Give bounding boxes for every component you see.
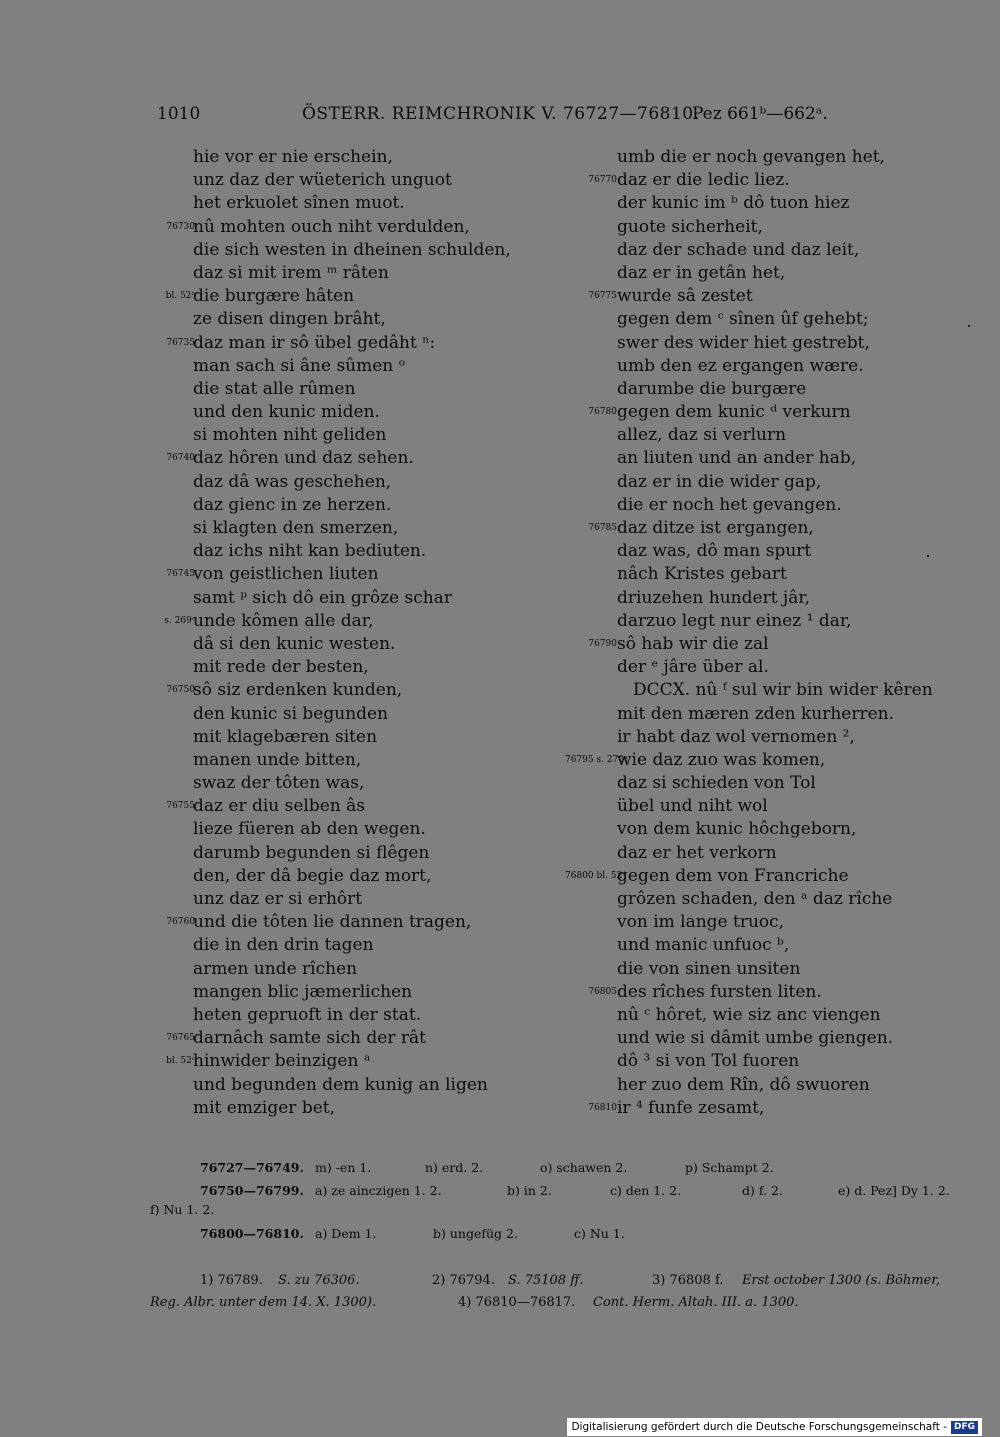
verse-text: daz der schade und daz leit, [617, 239, 860, 260]
verse-line [565, 285, 985, 308]
verse-line [140, 958, 540, 981]
verse-text: die burgære hâten [193, 286, 355, 307]
verse-text: heten gepruoft in der stat. [193, 1004, 422, 1025]
verse-line [140, 1027, 540, 1050]
verse-text: an liuten und an ander hab, [617, 448, 857, 469]
verse-text: grôzen schaden, den ᵃ daz rîche [617, 889, 893, 909]
scan-speck [968, 325, 970, 327]
verse-text: daz er die ledic liez. [617, 170, 790, 191]
verse-text: sô hab wir die zal [617, 633, 769, 654]
footnote-marker: 4) 76810—76817. [458, 1295, 576, 1310]
line-marker: 76730 [166, 221, 195, 232]
apparatus-note: o) schawen 2. [540, 1160, 628, 1175]
verse-line [565, 1097, 985, 1120]
verse-line [565, 471, 985, 494]
line-marker: 76805 [588, 986, 617, 997]
running-title: ÖSTERR. REIMCHRONIK V. 76727—76810. [302, 104, 700, 124]
verse-text: darnâch samte sich der rât [193, 1028, 426, 1049]
verse-text: daz dâ was geschehen, [193, 471, 392, 492]
apparatus-range: 76727—76749. [200, 1160, 304, 1175]
verse-line [565, 332, 985, 355]
verse-line [565, 517, 985, 540]
verse-line [140, 494, 540, 517]
verse-line [565, 981, 985, 1004]
verse-line [565, 1074, 985, 1097]
line-marker: 76770 [588, 175, 617, 186]
verse-line [140, 262, 540, 285]
line-marker: bl. 52ᶜ [166, 1056, 195, 1067]
verse-line [140, 563, 540, 586]
verse-text: daz ichs niht kan bediuten. [193, 541, 427, 562]
verse-line [140, 471, 540, 494]
verse-text: die in den drin tagen [193, 935, 374, 956]
verse-line [140, 772, 540, 795]
verse-line [140, 378, 540, 401]
line-marker: 76795 s. 270ᵃ [565, 754, 628, 765]
verse-line [140, 842, 540, 865]
verse-line [565, 540, 985, 563]
verse-text: dô ³ si von Tol fuoren [617, 1051, 800, 1072]
verse-text: den, der dâ begie daz mort, [193, 865, 432, 886]
critical-apparatus [150, 1156, 980, 1245]
verse-line [140, 239, 540, 262]
verse-line [140, 447, 540, 470]
verse-line [140, 633, 540, 656]
verse-line [565, 865, 985, 888]
verse-text: hie vor er nie erschein, [193, 147, 393, 167]
dfg-logo: DFG [951, 1421, 978, 1434]
verse-text: unde kômen alle dar, [193, 610, 374, 631]
verse-line [140, 308, 540, 331]
verse-line [140, 911, 540, 934]
verse-text: allez, daz si verlurn [617, 425, 787, 446]
apparatus-note: b) in 2. [507, 1183, 552, 1198]
verse-line [565, 378, 985, 401]
verse-text: sô siz erdenken kunden, [193, 680, 403, 701]
verse-text: samt ᵖ sich dô ein grôze schar [193, 587, 452, 608]
verse-line [565, 1027, 985, 1050]
verse-text: ir ⁴ funfe zesamt, [617, 1097, 765, 1118]
verse-line [140, 934, 540, 957]
pez-reference: Pez 661ᵇ—662ᵃ. [692, 104, 828, 124]
apparatus-row [150, 1179, 980, 1202]
verse-text: von im lange truoc, [617, 912, 785, 933]
verse-text: gegen dem ᶜ sînen ûf gehebt; [617, 309, 869, 330]
line-marker: 76740 [166, 453, 195, 464]
verse-line [140, 888, 540, 911]
verse-line [565, 679, 985, 702]
verse-text: ze disen dingen brâht, [193, 309, 386, 330]
footnote-text: Erst october 1300 (s. Böhmer, [742, 1273, 941, 1288]
verse-text: mit emziger bet, [193, 1097, 336, 1118]
verse-text: si klagten den smerzen, [193, 518, 399, 538]
verse-line [140, 192, 540, 215]
footnote-text: S. zu 76306. [278, 1273, 360, 1288]
verse-text: umb die er noch gevangen het, [617, 147, 885, 167]
verse-text: den kunic si begunden [193, 703, 389, 724]
verse-text: swaz der tôten was, [193, 773, 365, 794]
line-marker: 76735 [166, 337, 195, 348]
verse-line [140, 401, 540, 424]
verse-text: darumb begunden si flêgen [193, 842, 430, 863]
verse-line [140, 749, 540, 772]
footnote-row [150, 1270, 980, 1292]
verse-line [140, 424, 540, 447]
line-marker: 76785 [588, 523, 617, 533]
footnote-text: S. 75108 ff. [508, 1273, 584, 1288]
verse-text: mangen blic jæmerlichen [193, 981, 413, 1002]
verse-text: si mohten niht geliden [193, 425, 387, 446]
verse-line [565, 401, 985, 424]
line-marker: 76755 [166, 801, 195, 812]
apparatus-note: f) Nu 1. 2. [150, 1202, 215, 1217]
left-verse-column [140, 146, 540, 1120]
digitization-credit-bar [567, 1418, 982, 1436]
verse-line [565, 216, 985, 239]
verse-text: daz man ir sô übel gedâht ⁿ: [193, 332, 436, 353]
verse-text: armen unde rîchen [193, 958, 358, 979]
verse-text: der kunic im ᵇ dô tuon hiez [617, 193, 850, 214]
apparatus-note: e) d. Pez] Dy 1. 2. [838, 1183, 950, 1198]
page-number: 1010 [157, 104, 201, 124]
verse-text: und die tôten lie dannen tragen, [193, 912, 472, 933]
verse-line [565, 610, 985, 633]
verse-line [565, 563, 985, 586]
verse-text: und den kunic miden. [193, 402, 380, 423]
verse-line [565, 749, 985, 772]
verse-text: het erkuolet sînen muot. [193, 193, 405, 214]
verse-line [140, 355, 540, 378]
verse-line [565, 146, 985, 169]
verse-line [565, 308, 985, 331]
verse-text: DCCX. nû ᶠ sul wir bin wider kêren [633, 680, 933, 701]
verse-line [140, 517, 540, 540]
verse-text: von geistlichen liuten [193, 564, 379, 585]
verse-line [565, 1050, 985, 1073]
verse-line [565, 192, 985, 215]
verse-line [565, 842, 985, 865]
verse-text: der ᵉ jâre über al. [617, 657, 769, 678]
line-marker: 76760 [166, 917, 195, 928]
footnote-row [150, 1292, 980, 1314]
verse-line [565, 424, 985, 447]
line-marker: 76780 [588, 407, 617, 418]
line-marker: 76745 [166, 569, 195, 580]
verse-text: übel und niht wol [617, 796, 768, 817]
verse-text: die von sinen unsiten [617, 958, 801, 979]
verse-line [140, 679, 540, 702]
line-marker: 76750 [166, 685, 195, 696]
credit-text: Digitalisierung gefördert durch die Deutsche Forschungsgemeinschaft - [571, 1421, 947, 1433]
verse-text: guote sicherheit, [617, 216, 763, 237]
verse-line [565, 494, 985, 517]
line-marker: bl. 52ᵇ [165, 291, 195, 302]
apparatus-range: 76800—76810. [200, 1226, 304, 1241]
verse-text: wurde sâ zestet [617, 286, 753, 307]
verse-line [140, 1097, 540, 1120]
line-marker: 76775 [588, 291, 617, 302]
apparatus-row [150, 1222, 980, 1245]
verse-line [565, 772, 985, 795]
verse-line [140, 818, 540, 841]
verse-line [565, 587, 985, 610]
apparatus-note: a) Dem 1. [315, 1226, 377, 1241]
verse-line [140, 587, 540, 610]
verse-text: und begunden dem kunig an ligen [193, 1074, 488, 1095]
verse-text: nû ᶜ hôret, wie siz anc viengen [617, 1004, 881, 1025]
verse-text: daz ditze ist ergangen, [617, 518, 814, 538]
verse-line [140, 981, 540, 1004]
verse-line [565, 262, 985, 285]
verse-line [565, 656, 985, 679]
apparatus-note: c) den 1. 2. [610, 1183, 682, 1198]
verse-line [140, 703, 540, 726]
verse-line [565, 818, 985, 841]
verse-line [565, 633, 985, 656]
apparatus-note: p) Schampt 2. [685, 1160, 774, 1175]
footnote-marker: 1) 76789. [200, 1273, 263, 1288]
verse-text: daz er in getân het, [617, 262, 786, 283]
verse-text: daz er diu selben âs [193, 796, 366, 817]
apparatus-note: b) ungefüg 2. [433, 1226, 518, 1241]
verse-line [140, 146, 540, 169]
verse-text: lieze füeren ab den wegen. [193, 819, 426, 840]
verse-line [565, 934, 985, 957]
verse-text: die er noch het gevangen. [617, 494, 842, 515]
footnote-text: Reg. Albr. unter dem 14. X. 1300). [150, 1295, 377, 1310]
verse-line [140, 285, 540, 308]
verse-text: mit den mæren zden kurherren. [617, 703, 895, 724]
verse-line [140, 865, 540, 888]
verse-text: umb den ez ergangen wære. [617, 355, 864, 376]
footnote-text: Cont. Herm. Altah. III. a. 1300. [593, 1295, 799, 1310]
verse-text: und manic unfuoc ᵇ, [617, 935, 790, 956]
verse-text: unz daz der wüeterich unguot [193, 170, 452, 191]
footnote-marker: 2) 76794. [432, 1273, 495, 1288]
apparatus-note: a) ze ainczigen 1. 2. [315, 1183, 442, 1198]
scan-speck [927, 555, 929, 557]
verse-line [565, 795, 985, 818]
verse-line [565, 726, 985, 749]
verse-line [140, 1050, 540, 1073]
verse-text: daz was, dô man spurt [617, 541, 812, 562]
line-marker: 76765 [166, 1033, 195, 1044]
verse-line [565, 958, 985, 981]
verse-text: daz er in die wider gap, [617, 471, 822, 492]
apparatus-row [150, 1156, 980, 1179]
verse-line [140, 795, 540, 818]
verse-line [140, 540, 540, 563]
verse-line [140, 1004, 540, 1027]
footnote-marker: 3) 76808 f. [652, 1273, 724, 1288]
verse-line [565, 1004, 985, 1027]
verse-line [140, 169, 540, 192]
verse-text: manen unde bitten, [193, 749, 362, 770]
verse-text: die stat alle rûmen [193, 378, 356, 399]
footnotes [150, 1270, 980, 1314]
verse-text: unz daz er si erhôrt [193, 889, 363, 909]
verse-text: hinwider beinzigen ᵃ [193, 1051, 371, 1072]
apparatus-range: 76750—76799. [200, 1183, 304, 1198]
page-header [157, 104, 837, 130]
verse-line [140, 332, 540, 355]
verse-line [140, 216, 540, 239]
apparatus-note: c) Nu 1. [574, 1226, 625, 1241]
verse-text: man sach si âne sûmen ᵒ [193, 355, 406, 376]
verse-text: nâch Kristes gebart [617, 564, 787, 585]
verse-text: her zuo dem Rîn, dô swuoren [617, 1074, 870, 1095]
verse-line [565, 911, 985, 934]
verse-text: driuzehen hundert jâr, [617, 587, 810, 608]
verse-text: nû mohten ouch niht verdulden, [193, 216, 470, 237]
apparatus-note: n) erd. 2. [425, 1160, 484, 1175]
verse-text: die sich westen in dheinen schulden, [193, 239, 511, 260]
verse-text: daz gienc in ze herzen. [193, 494, 392, 515]
verse-line [140, 1074, 540, 1097]
verse-text: von dem kunic hôchgeborn, [617, 819, 857, 840]
verse-line [140, 610, 540, 633]
line-marker: s. 269ᶜ [164, 615, 195, 626]
verse-text: gegen dem von Francriche [617, 865, 849, 886]
right-verse-column [565, 146, 985, 1120]
line-marker: 76790 [588, 638, 617, 649]
verse-line [565, 703, 985, 726]
verse-text: daz er het verkorn [617, 842, 777, 863]
verse-text: daz si schieden von Tol [617, 773, 816, 794]
verse-text: mit klagebæren siten [193, 726, 378, 747]
apparatus-row [150, 1202, 980, 1222]
verse-line [565, 355, 985, 378]
verse-text: und wie si dâmit umbe giengen. [617, 1028, 894, 1049]
verse-line [565, 169, 985, 192]
verse-line [565, 447, 985, 470]
apparatus-note: d) f. 2. [742, 1183, 783, 1198]
verse-text: darumbe die burgære [617, 378, 807, 399]
verse-text: darzuo legt nur einez ¹ dar, [617, 610, 852, 631]
verse-line [565, 888, 985, 911]
apparatus-note: m) -en 1. [315, 1160, 372, 1175]
verse-text: dâ si den kunic westen. [193, 633, 396, 654]
verse-text: daz hôren und daz sehen. [193, 448, 414, 469]
verse-text: ir habt daz wol vernomen ², [617, 726, 855, 747]
verse-text: mit rede der besten, [193, 657, 369, 678]
verse-text: swer des wider hiet gestrebt, [617, 332, 870, 353]
verse-line [140, 726, 540, 749]
verse-text: wie daz zuo was komen, [617, 749, 826, 770]
verse-text: gegen dem kunic ᵈ verkurn [617, 402, 851, 423]
line-marker: 76800 bl. 52ᵈ [565, 870, 626, 881]
line-marker: 76810 [588, 1102, 617, 1113]
verse-line [565, 239, 985, 262]
verse-text: daz si mit irem ᵐ râten [193, 262, 389, 283]
verse-text: des rîches fursten liten. [617, 981, 822, 1002]
verse-line [140, 656, 540, 679]
